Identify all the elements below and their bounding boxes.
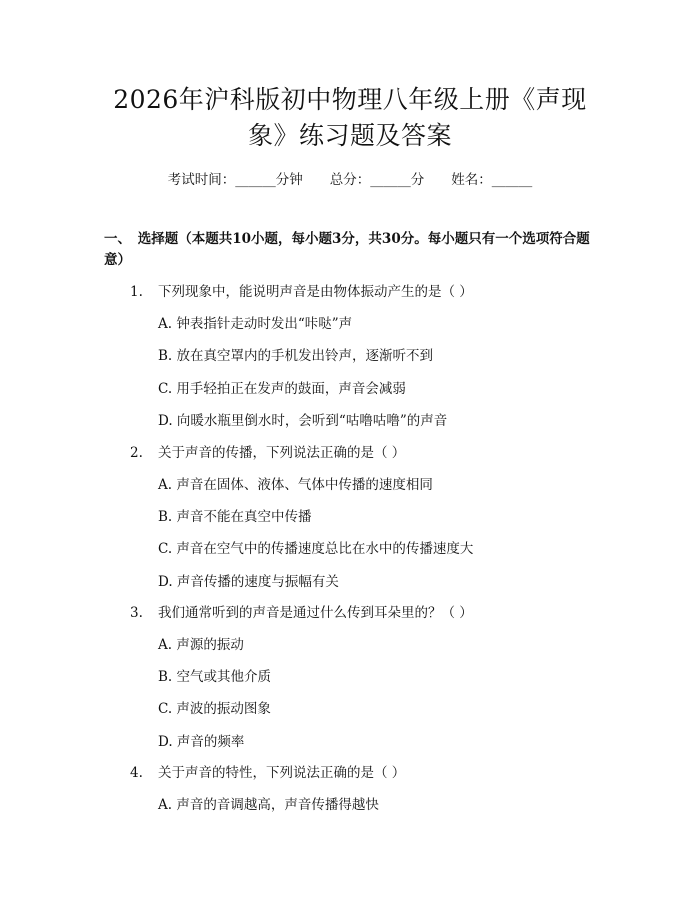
question-1-option-b: B. 放在真空罩内的手机发出铃声，逐渐听不到 bbox=[158, 348, 434, 364]
question-3-option-b: B. 空气或其他介质 bbox=[158, 669, 272, 685]
question-text: 关于声音的传播，下列说法正确的是（ ） bbox=[158, 445, 406, 461]
question-text: 下列现象中，能说明声音是由物体振动产生的是（ ） bbox=[158, 284, 473, 300]
section-heading: 一、 选择题（本题共10小题，每小题3分，共30分。每小题只有一个选项符合题意） bbox=[104, 231, 590, 268]
question-2-option-a: A. 声音在固体、液体、气体中传播的速度相同 bbox=[158, 477, 433, 493]
document-title: 2026年沪科版初中物理八年级上册《声现象》练习题及答案 bbox=[113, 85, 587, 150]
question-3-option-d: D. 声音的频率 bbox=[158, 734, 245, 750]
question-number: 2. bbox=[130, 445, 143, 461]
question-1-option-a: A. 钟表指针走动时发出“咔哒”声 bbox=[158, 316, 353, 332]
question-1-option-d: D. 向暖水瓶里倒水时，会听到“咕噜咕噜”的声音 bbox=[158, 413, 448, 429]
question-number: 3. bbox=[130, 605, 143, 621]
question-text: 关于声音的特性，下列说法正确的是（ ） bbox=[158, 765, 406, 781]
question-4-option-a: A. 声音的音调越高，声音传播得越快 bbox=[158, 797, 379, 813]
exam-info-line: 考试时间：______分钟 总分：______分 姓名：______ bbox=[167, 172, 533, 188]
question-3-option-c: C. 声波的振动图象 bbox=[158, 701, 271, 717]
question-number: 4. bbox=[130, 765, 143, 781]
question-2-option-d: D. 声音传播的速度与振幅有关 bbox=[158, 574, 339, 590]
question-2 bbox=[130, 441, 405, 461]
question-3 bbox=[130, 601, 473, 621]
question-2-option-b: B. 声音不能在真空中传播 bbox=[158, 509, 312, 525]
question-1 bbox=[130, 280, 473, 300]
question-4 bbox=[130, 761, 405, 781]
question-1-option-c: C. 用手轻拍正在发声的鼓面，声音会减弱 bbox=[158, 381, 406, 397]
question-number: 1. bbox=[130, 284, 143, 300]
question-3-option-a: A. 声源的振动 bbox=[158, 637, 244, 653]
question-text: 我们通常听到的声音是通过什么传到耳朵里的？（ ） bbox=[158, 605, 473, 621]
question-2-option-c: C. 声音在空气中的传播速度总比在水中的传播速度大 bbox=[158, 541, 474, 557]
